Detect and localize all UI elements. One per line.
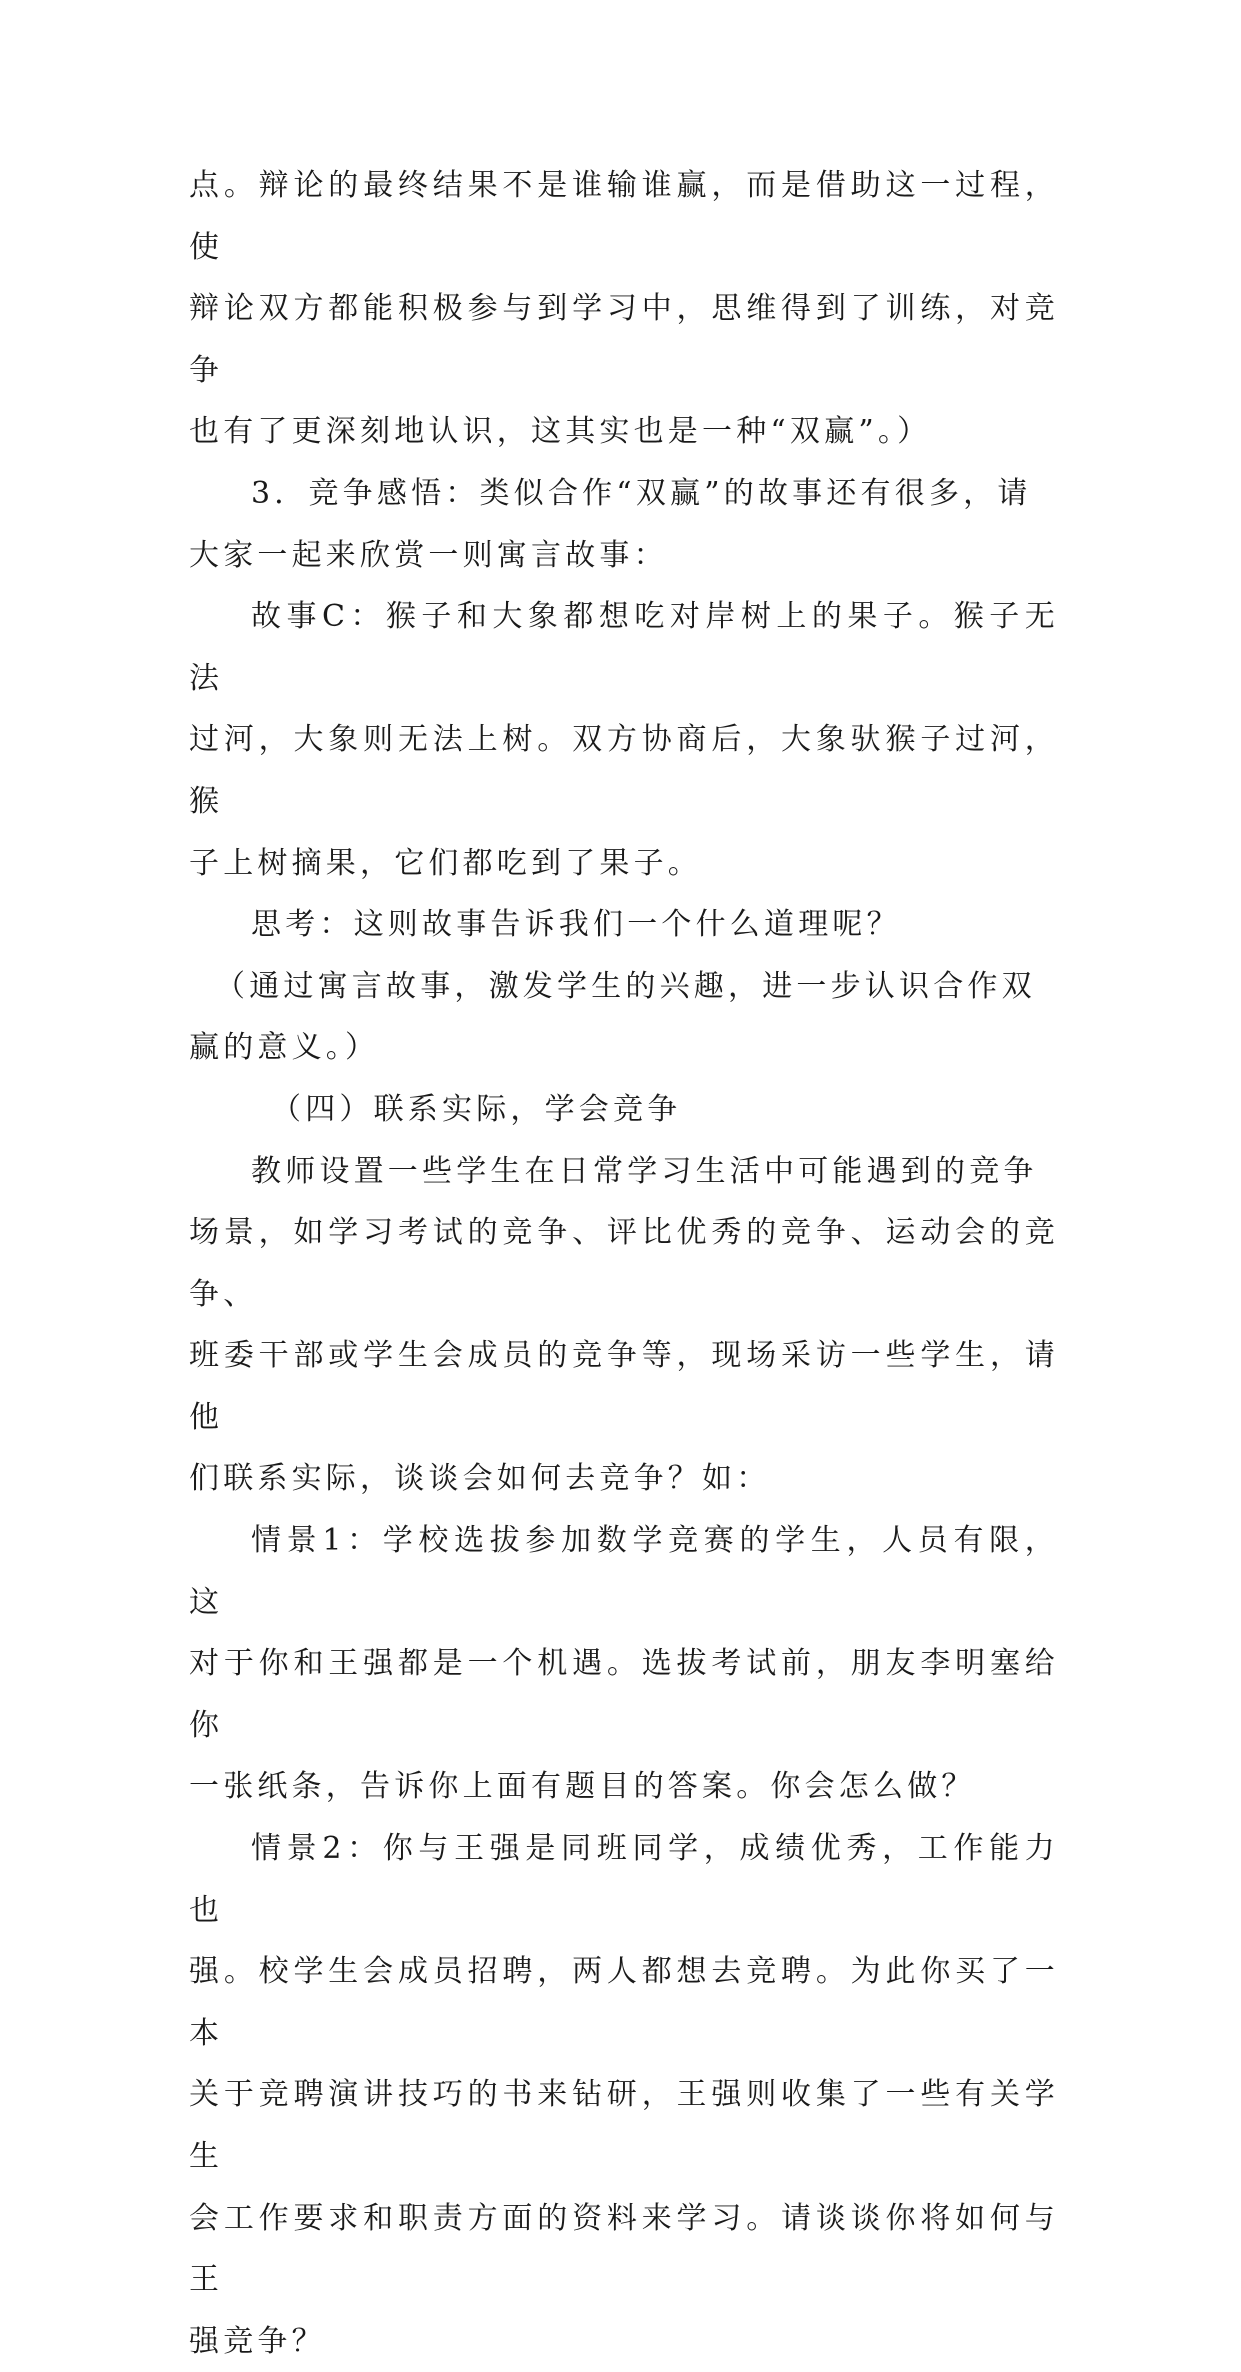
paragraph-debate-conclusion: 点。辩论的最终结果不是谁输谁赢，而是借助这一过程，使 辩论双方都能积极参与到学习中，思维得到了训练，对竞争 也有了更深刻地认识，这其实也是一种“双赢”。） (189, 168, 1059, 450)
paragraph-story-c: 故事C：猴子和大象都想吃对岸树上的果子。猴子无法 过河，大象则无法上树。双方协商后，大象驮猴子过河，猴 子上树摘果，它们都吃到了果子。 (189, 599, 1059, 881)
section-heading-four: （四）联系实际，学会竞争 (271, 1091, 682, 1127)
document-body (189, 155, 1059, 2372)
paragraph-competition-insight: 3．竞争感悟：类似合作“双赢”的故事还有很多，请 大家一起来欣赏一则寓言故事： (189, 475, 1032, 573)
paragraph-think-question: 思考：这则故事告诉我们一个什么道理呢？ (251, 907, 901, 943)
paragraph-scenario-2: 情景2：你与王强是同班同学，成绩优秀，工作能力也 强。校学生会成员招聘，两人都想去竞聘。为此你买了一本 关于竞聘演讲技巧的书来钻研，王强则收集了一些有关学生 会工作要求和职责方面的资料来学习。请谈谈你将如何与王 强竞争？ (189, 1831, 1059, 2359)
paragraph-scenario-1: 情景1：学校选拔参加数学竞赛的学生，人员有限，这 对于你和王强都是一个机遇。选拔考试前，朋友李明塞给你 一张纸条，告诉你上面有题目的答案。你会怎么做？ (189, 1523, 1059, 1805)
paragraph-teacher-scenarios: 教师设置一些学生在日常学习生活中可能遇到的竞争 场景，如学习考试的竞争、评比优秀的竞争、运动会的竞争、 班委干部或学生会成员的竞争等，现场采访一些学生，请他 们联系实际，谈谈会如何去竞争？如： (189, 1153, 1059, 1497)
paragraph-fable-note: （通过寓言故事，激发学生的兴趣，进一步认识合作双 赢的意义。） (189, 968, 1036, 1066)
